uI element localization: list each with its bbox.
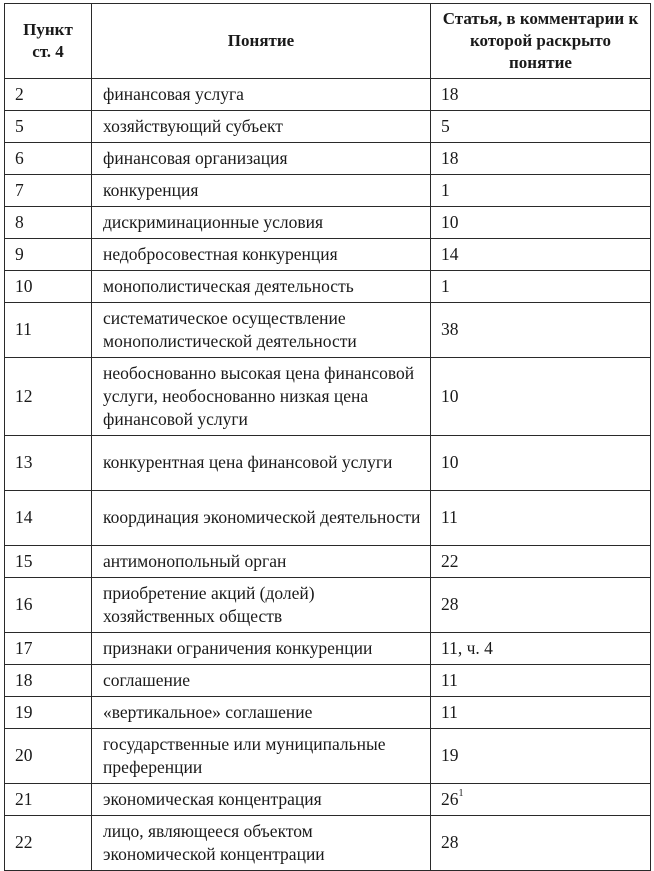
article-reference-text: 19	[441, 745, 459, 765]
term-name: приобретение акций (долей) хозяйственных обществ	[92, 578, 431, 633]
clause-number: 13	[5, 436, 92, 491]
clause-number: 8	[5, 207, 92, 239]
article-reference-text: 11, ч. 4	[441, 637, 493, 658]
term-name: экономическая концентрация	[92, 784, 431, 816]
term-name: соглашение	[92, 665, 431, 697]
article-reference-text: 1	[441, 179, 450, 200]
definitions-table	[4, 3, 651, 871]
article-reference	[431, 816, 651, 871]
table-header-row	[5, 4, 651, 79]
article-reference	[431, 143, 651, 175]
term-name: недобросовестная конкуренция	[92, 239, 431, 271]
table-row	[5, 697, 651, 729]
term-name: конкурентная цена финансовой услуги	[92, 436, 431, 491]
article-reference	[431, 239, 651, 271]
article-reference	[431, 665, 651, 697]
clause-number: 19	[5, 697, 92, 729]
clause-number: 15	[5, 546, 92, 578]
clause-number: 5	[5, 111, 92, 143]
article-reference	[431, 303, 651, 358]
article-reference	[431, 79, 651, 111]
article-reference	[431, 111, 651, 143]
article-reference-text: 26	[441, 788, 459, 809]
clause-number: 22	[5, 816, 92, 871]
table-row	[5, 175, 651, 207]
table-row	[5, 111, 651, 143]
table-row	[5, 303, 651, 358]
table-row	[5, 491, 651, 546]
table-row	[5, 143, 651, 175]
clause-number: 20	[5, 729, 92, 784]
clause-number: 18	[5, 665, 92, 697]
term-name: систематическое осуществление монополистической деятельности	[92, 303, 431, 358]
footnote-marker: 1	[458, 787, 464, 799]
article-reference	[431, 207, 651, 239]
term-name: финансовая услуга	[92, 79, 431, 111]
clause-number: 14	[5, 491, 92, 546]
clause-number: 12	[5, 358, 92, 436]
clause-number: 17	[5, 633, 92, 665]
article-reference-text: 28	[441, 832, 459, 852]
article-reference-text: 18	[441, 83, 459, 104]
article-reference	[431, 784, 651, 816]
article-reference	[431, 271, 651, 303]
clause-number: 11	[5, 303, 92, 358]
term-name: финансовая организация	[92, 143, 431, 175]
term-name: признаки ограничения конкуренции	[92, 633, 431, 665]
clause-number: 16	[5, 578, 92, 633]
table-row	[5, 633, 651, 665]
term-name: монополистическая деятельность	[92, 271, 431, 303]
clause-number: 2	[5, 79, 92, 111]
table-row	[5, 578, 651, 633]
term-name: дискриминационные условия	[92, 207, 431, 239]
article-reference-text: 38	[441, 319, 459, 339]
article-reference-text: 11	[441, 507, 458, 527]
term-name: необоснованно высокая цена финансовой услуги, необоснованно низкая цена финансовой услуги	[92, 358, 431, 436]
article-reference-text: 10	[441, 452, 459, 472]
table-row	[5, 816, 651, 871]
article-reference	[431, 491, 651, 546]
article-reference-text: 28	[441, 594, 459, 614]
table-row	[5, 784, 651, 816]
term-name: «вертикальное» соглашение	[92, 697, 431, 729]
article-reference-text: 1	[441, 275, 450, 296]
clause-number: 21	[5, 784, 92, 816]
table-row	[5, 436, 651, 491]
article-reference-text: 10	[441, 385, 459, 406]
article-reference-text: 22	[441, 550, 459, 571]
term-name: антимонопольный орган	[92, 546, 431, 578]
article-reference	[431, 697, 651, 729]
article-reference	[431, 578, 651, 633]
article-reference-text: 5	[441, 115, 450, 136]
term-name: лицо, являющееся объектом экономической концентрации	[92, 816, 431, 871]
clause-number: 9	[5, 239, 92, 271]
clause-number: 10	[5, 271, 92, 303]
table-row	[5, 665, 651, 697]
term-name: хозяйствующий субъект	[92, 111, 431, 143]
clause-number: 6	[5, 143, 92, 175]
table-row	[5, 271, 651, 303]
article-reference	[431, 546, 651, 578]
article-reference-text: 11	[441, 669, 458, 690]
table-row	[5, 79, 651, 111]
article-reference	[431, 175, 651, 207]
header-article-text: Статья, в комментарии к которой раскрыто понятие	[442, 9, 639, 72]
article-reference	[431, 436, 651, 491]
table-row	[5, 207, 651, 239]
term-name: государственные или муниципальные преференции	[92, 729, 431, 784]
table-row	[5, 546, 651, 578]
article-reference	[431, 358, 651, 436]
article-reference-text: 18	[441, 147, 459, 168]
table-row	[5, 358, 651, 436]
table-row	[5, 239, 651, 271]
article-reference-text: 11	[441, 701, 458, 722]
article-reference	[431, 633, 651, 665]
term-name: координация экономической деятельности	[92, 491, 431, 546]
header-term: Понятие	[92, 4, 431, 79]
article-reference-text: 10	[441, 211, 459, 232]
article-reference-text: 14	[441, 243, 459, 264]
header-article	[431, 4, 651, 79]
term-name: конкуренция	[92, 175, 431, 207]
header-clause-text: Пункт ст. 4	[23, 20, 73, 61]
article-reference	[431, 729, 651, 784]
clause-number: 7	[5, 175, 92, 207]
header-clause	[5, 4, 92, 79]
table-row	[5, 729, 651, 784]
